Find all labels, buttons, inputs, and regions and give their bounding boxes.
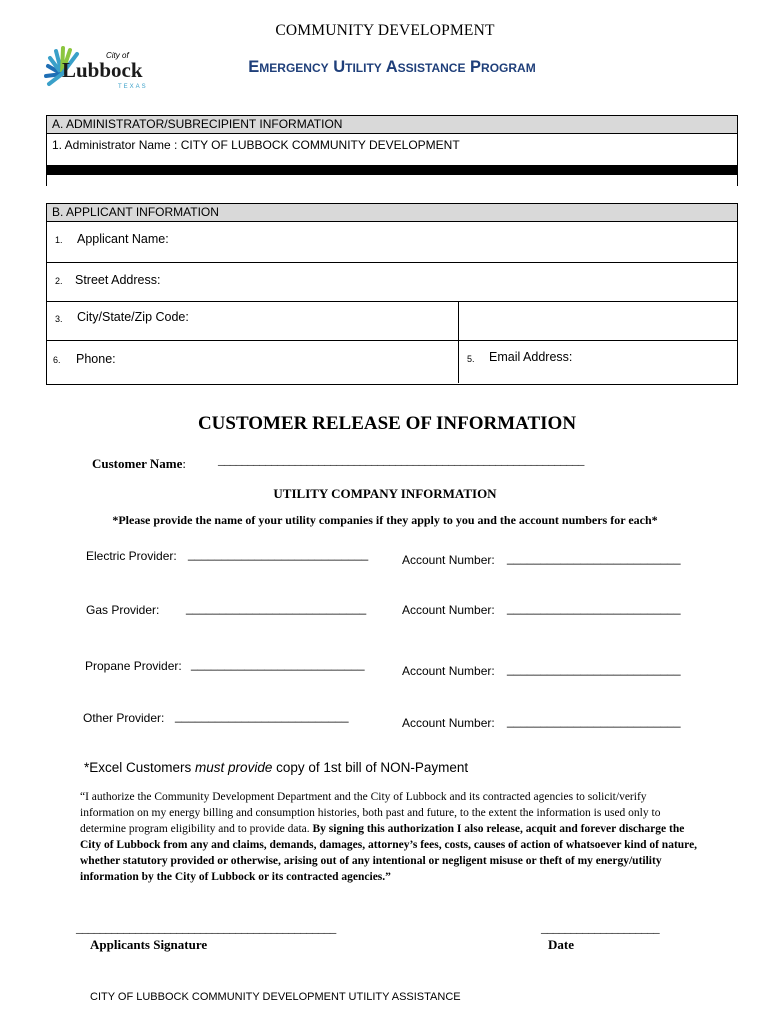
gas-account-line[interactable]: __________________________ — [507, 601, 681, 615]
phone-label[interactable]: Phone: — [76, 352, 116, 366]
department-title: COMMUNITY DEVELOPMENT — [275, 22, 495, 39]
customer-name-label — [92, 456, 186, 472]
excel-note-suffix: copy of 1st bill of NON-Payment — [272, 760, 469, 775]
customer-name-label-text: Customer Name — [92, 456, 183, 471]
other-account-label: Account Number: — [402, 716, 495, 730]
applicant-section — [46, 203, 738, 385]
field-number: 1. — [55, 235, 63, 245]
logo-city-name: Lubbock — [62, 58, 143, 82]
administrator-section — [46, 115, 738, 186]
section-a-header: A. ADMINISTRATOR/SUBRECIPIENT INFORMATION — [47, 116, 737, 134]
excel-customers-note — [84, 760, 468, 775]
customer-name-line[interactable]: ______________________________________________________________ — [218, 452, 584, 467]
signature-line[interactable]: ____________________________________________ — [76, 920, 336, 935]
city-state-zip-field[interactable] — [47, 302, 737, 341]
program-title: Emergency Utility Assistance Program — [248, 58, 536, 76]
gas-provider-line[interactable]: ___________________________ — [186, 601, 367, 615]
other-provider-label: Other Provider: — [83, 711, 165, 725]
section-b-header: B. APPLICANT INFORMATION — [47, 204, 737, 222]
utility-instructions: *Please provide the name of your utility companies if they apply to you and the account numbers for each* — [112, 513, 658, 527]
field-number: 5. — [467, 354, 475, 364]
column-divider — [458, 301, 459, 383]
electric-account-line[interactable]: __________________________ — [507, 551, 681, 565]
electric-provider-label: Electric Provider: — [86, 549, 177, 563]
other-account-line[interactable]: __________________________ — [507, 714, 681, 728]
excel-note-emphasis: must provide — [195, 760, 273, 775]
propane-provider-label: Propane Provider: — [85, 659, 182, 673]
date-line[interactable]: ____________________ — [541, 920, 660, 935]
utility-company-title: UTILITY COMPANY INFORMATION — [273, 486, 497, 501]
propane-provider-line[interactable]: __________________________ — [191, 657, 365, 671]
administrator-name-row — [47, 134, 737, 156]
gas-provider-label: Gas Provider: — [86, 603, 160, 617]
propane-account-label: Account Number: — [402, 664, 495, 678]
applicant-name-field[interactable] — [47, 222, 737, 263]
street-address-field[interactable] — [47, 263, 737, 302]
propane-account-line[interactable]: __________________________ — [507, 662, 681, 676]
field-number: 6. — [53, 355, 61, 365]
street-address-label: Street Address: — [75, 273, 161, 287]
release-title: CUSTOMER RELEASE OF INFORMATION — [197, 413, 577, 434]
administrator-name-label: 1. Administrator Name : — [52, 138, 178, 152]
signature-label: Applicants Signature — [90, 937, 208, 952]
logo-texas-text: TEXAS — [118, 84, 148, 90]
electric-account-label: Account Number: — [402, 553, 495, 567]
customer-name-colon: : — [182, 456, 187, 471]
gas-account-label: Account Number: — [402, 603, 495, 617]
page-footer: CITY OF LUBBOCK COMMUNITY DEVELOPMENT UTILITY ASSISTANCE — [90, 991, 461, 1003]
date-label: Date — [548, 937, 574, 952]
electric-provider-line[interactable]: ___________________________ — [188, 547, 369, 561]
field-number: 3. — [55, 314, 63, 324]
email-address-label[interactable]: Email Address: — [489, 350, 573, 364]
authorization-release-text: By signing this authorization I also release, acquit and forever discharge the City of Lubbock from any and claims, demands, damages, attorney’s fees, costs, causes of action of whatsoever kind of nature, whether statutory provided or otherwise, arising out of any intentional or negligent misuse or theft of my energy/utility information by the City of Lubbock or its contracted agencies.” — [80, 823, 698, 883]
field-number: 2. — [55, 276, 63, 286]
other-provider-line[interactable]: __________________________ — [175, 709, 349, 723]
phone-email-row — [47, 341, 737, 383]
logo-city-of-text: City of — [106, 51, 129, 60]
excel-note-prefix: *Excel Customers — [84, 760, 196, 775]
administrator-name-value: CITY OF LUBBOCK COMMUNITY DEVELOPMENT — [180, 138, 460, 152]
section-divider-bar — [46, 165, 738, 175]
authorization-statement — [80, 789, 700, 885]
city-state-zip-label: City/State/Zip Code: — [77, 310, 189, 324]
authorization-text: “I authorize the Community Development Department and the City of Lubbock and its contracted agencies to solicit/verify information on my energy billing and consumption histories, both past and future, to the extent the information is used only to determine program eligibility and to provide data. — [80, 791, 661, 835]
applicant-name-label: Applicant Name: — [77, 232, 169, 246]
